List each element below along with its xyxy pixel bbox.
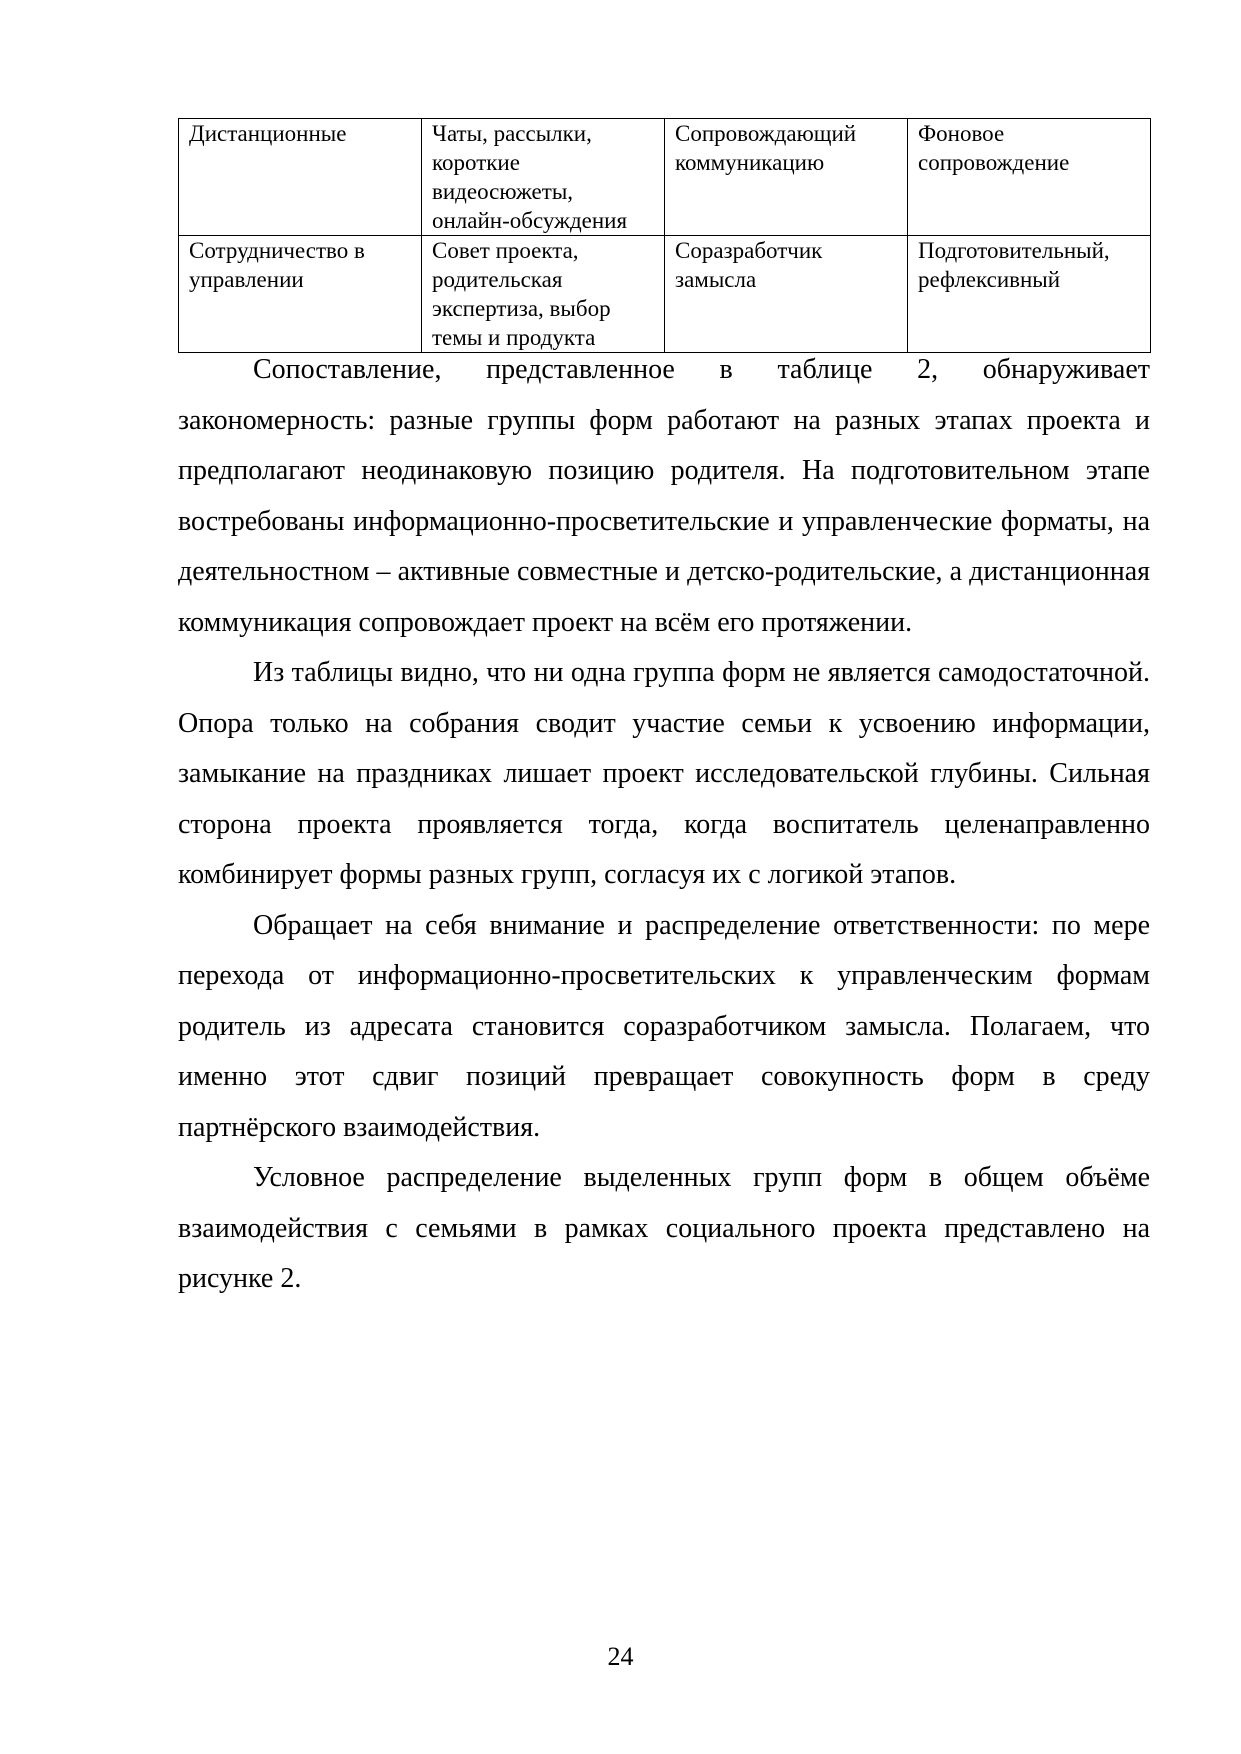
table-cell-examples: Чаты, рассылки, короткие видеосюжеты, онлайн-обсуждения <box>422 119 665 236</box>
table-row <box>179 236 1151 353</box>
table-cell-form-group: Дистанционные <box>179 119 422 236</box>
table-cell-parent-position: Соразработчик замысла <box>665 236 908 353</box>
paragraph: Из таблицы видно, что ни одна группа форм не является самодостаточной. Опора только на собрания сводит участие семьи к усвоению информации, замыкание на праздниках лишает проект исследовательской глубины. Сильная сторона проекта проявляется тогда, когда воспитатель целенаправленно комбинирует формы разных групп, согласуя их с логикой этапов. <box>178 657 1150 890</box>
table-row <box>179 119 1151 236</box>
paragraph: Обращает на себя внимание и распределение ответственности: по мере перехода от информационно-просветительских к управленческим формам родитель из адресата становится соразработчиком замысла. Полагаем, что именно этот сдвиг позиций превращает совокупность форм в среду партнёрского взаимодействия. <box>178 909 1150 1143</box>
table-cell-project-stage: Фоновое сопровождение <box>908 119 1151 236</box>
paragraph: Сопоставление, представленное в таблице 2, обнаруживает закономерность: разные группы форм работают на разных этапах проекта и предполагают неодинаковую позицию родителя. На подготовительном этапе востребованы информационно-просветительские и управленческие форматы, на деятельностном – активные совместные и детско-родительские, а дистанционная коммуникация сопровождает проект на всём его протяжении. <box>178 354 1150 638</box>
forms-table-continuation <box>178 118 1151 353</box>
table-cell-parent-position: Сопровождающий коммуникацию <box>665 119 908 236</box>
table-cell-project-stage: Подготовительный, рефлексивный <box>908 236 1151 353</box>
page-number: 24 <box>607 1642 634 1671</box>
body-text <box>178 345 1150 1305</box>
table-cell-form-group: Сотрудничество в управлении <box>179 236 422 353</box>
table-cell-examples: Совет проекта, родительская экспертиза, выбор темы и продукта <box>422 236 665 353</box>
paragraph: Условное распределение выделенных групп форм в общем объёме взаимодействия с семьями в рамках социального проекта представлено на рисунке 2. <box>178 1162 1150 1294</box>
